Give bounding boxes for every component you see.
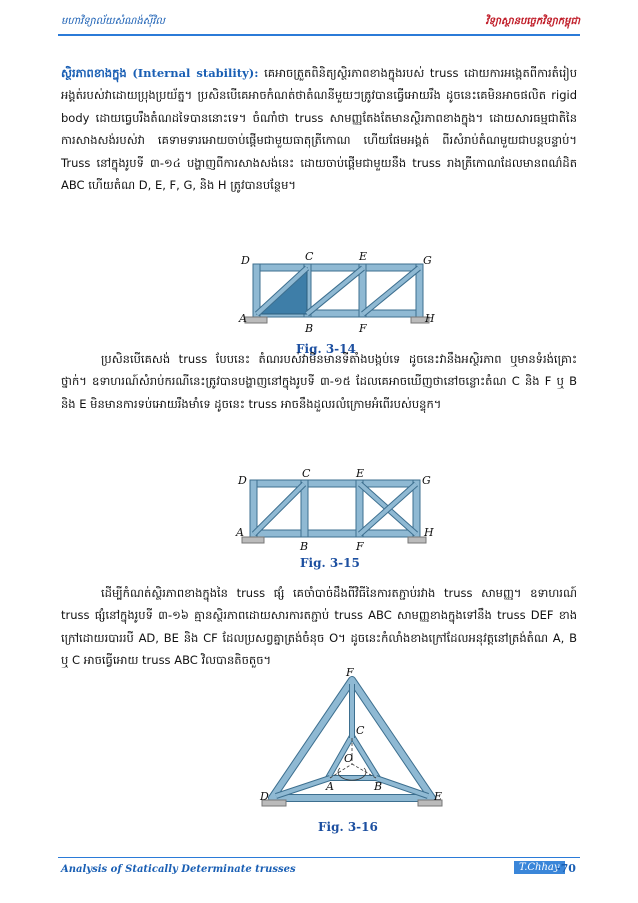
label-d: D <box>241 254 250 267</box>
section-title-kh: ស្ថិរភាពខាងក្នុង <box>61 66 127 80</box>
label-e: E <box>356 468 365 480</box>
paragraph-text: ដើម្បីកំណត់ស្ថិរភាពខាងក្នុងនៃ truss ផ្សំ គេចាំបាច់ដឹងពីវិធីនៃការតភ្ជាប់រវាង truss សាមញ្ញ។ ឧទាហរណ៍ truss ផ្សំនៅក្នុងរូបទី ៣-១៦ គ្មានស្ថិរភាពដោយសារការតភ្ជាប់ truss ABC សាមញ្ញខាងក្នុងទៅនឹង truss DEF ខាងក្រៅដោយរបាររបី AD, BE និង CF ដែលប្រសព្វគ្នាត្រង់ចំនុច O។ ដូចនេះកំលាំងខាងក្រៅដែលអនុវត្តនៅត្រង់តំណ A, B ឬ C អាចធ្វើអោយ truss ABC វិលបានតិចតួច។ <box>61 586 577 668</box>
header-rule <box>58 34 580 36</box>
paragraph-compound-truss <box>61 582 577 672</box>
header-institute: វិទ្យាស្ថានបច្ចេកវិទ្យាកម្ពុជា <box>485 16 580 27</box>
label-d: D <box>238 474 247 487</box>
label-c: C <box>302 468 311 480</box>
label-c: C <box>356 724 365 737</box>
page-number: -70 <box>556 862 576 875</box>
label-b: B <box>300 540 309 553</box>
caption-fig-3-16: Fig. 3-16 <box>318 820 378 834</box>
figure-3-16 <box>256 666 446 814</box>
footer-rule <box>58 857 580 858</box>
label-e: E <box>434 790 443 803</box>
paragraph-text: គេអាចត្រួតពិនិត្យស្ថិរភាពខាងក្នុងរបស់ truss ដោយការអង្កេតពីការតំរៀបអង្គត់របស់វាដោយប្រុងប្រយ័ត្ន។ ប្រសិនបើគេអាចកំណត់ថាតំណនីមួយៗត្រូវបានធ្វើអោយរឹង ដូចនេះគេមិនអាចផលិត rigid body ដោយធ្វេបរឹងតំណដទៃបាននោះទេ។ ចំណាំថា truss សាមញ្ញតែងតែមានស្ថិរភាពខាងក្នុង។ ដោយសារធម្មជាតិនៃការសាងសង់របស់វា គេទាមទារអោយចាប់ផ្តើមជាមួយធាតុត្រីកោណ ហើយផែមអង្គត់ ពីរសំរាប់តំណមួយជាបន្តបន្ទាប់។ Truss នៅក្នុងរូបទី ៣-១៤ បង្ហាញពីការសាងសង់នេះ ដោយចាប់ផ្តើមជាមួយនឹង truss រាងត្រីកោណដែលមានពណ៌ដិត ABC ហើយតំណ D, E, F, G, និង H ត្រូវបានបន្ថែម។ <box>61 66 578 193</box>
label-a: A <box>239 312 247 325</box>
label-f: F <box>356 540 364 553</box>
label-f: F <box>359 322 367 335</box>
label-g: G <box>423 254 432 267</box>
label-o: O <box>344 752 354 765</box>
label-a: A <box>236 526 244 539</box>
label-b: B <box>374 780 383 793</box>
label-d: D <box>260 790 269 803</box>
caption-fig-3-14: Fig. 3-14 <box>296 342 356 356</box>
paragraph-internal-stability <box>61 62 577 196</box>
label-h: H <box>425 312 435 325</box>
paragraph-unstable <box>61 348 577 415</box>
label-e: E <box>359 250 368 263</box>
footer-author-badge: T.Chhay <box>514 861 565 874</box>
label-c: C <box>305 250 314 263</box>
page-header <box>61 14 580 32</box>
label-h: H <box>424 526 434 539</box>
label-a: A <box>326 780 334 793</box>
section-title-en: (Internal stability): <box>132 66 259 80</box>
label-g: G <box>422 474 431 487</box>
caption-fig-3-15: Fig. 3-15 <box>300 556 360 570</box>
figure-3-14 <box>235 250 435 336</box>
paragraph-text: ប្រសិនបើគេសង់ truss បែបនេះ តំណរបស់វាមិនមានទីតាំងបង្កប់ទេ ដូចនេះវានឹងអស្ថិរភាព ឬមានទំរង់គ្រោះថ្នាក់។ ឧទាហរណ៍សំរាប់ករណីនេះត្រូវបានបង្ហាញនៅក្នុងរូបទី ៣-១៥ ដែលគេអាចឃើញថានៅចន្លោះតំណ C និង F ឬ B និង E មិនមានការទប់អោយរឹងមាំទេ ដូចនេះ truss អាចនឹងដួលរលំក្រោមអំពើរបស់បន្ទុក។ <box>61 352 577 411</box>
figure-3-15 <box>232 468 438 554</box>
header-faculty: មហាវិទ្យាល័យសំណង់ស៊ីវិល <box>61 16 165 27</box>
footer-title: Analysis of Statically Determinate trusses <box>61 864 296 875</box>
label-f: F <box>346 666 354 679</box>
label-b: B <box>305 322 314 335</box>
